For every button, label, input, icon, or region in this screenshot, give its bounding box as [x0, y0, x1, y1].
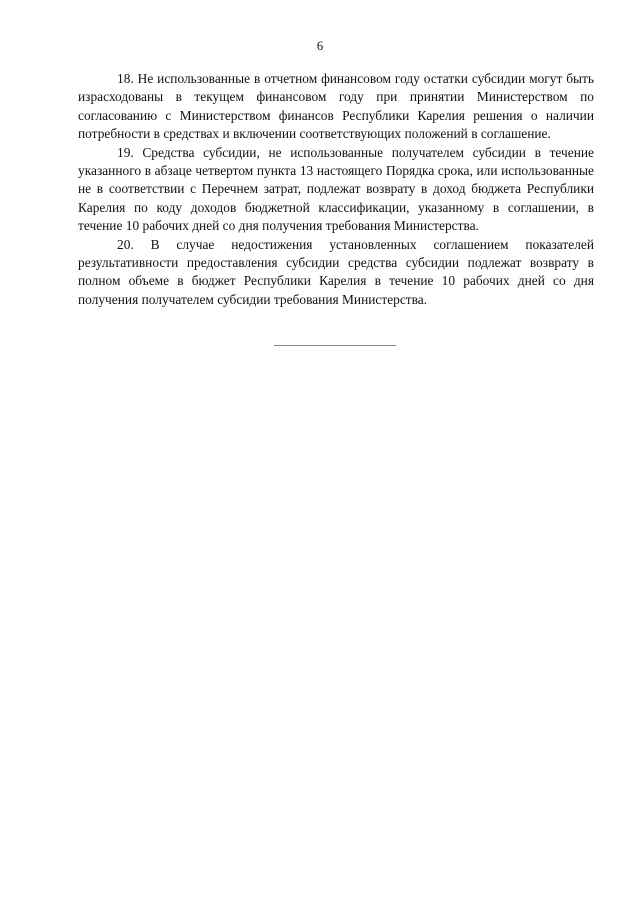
page-number: 6: [316, 39, 324, 53]
paragraph-18: 18. Не использованные в отчетном финансовом году остатки субсидии могут быть израсходованы в текущем финансовом году при принятии Министерством по согласованию с Министерством финансов Республики Карелия решения о наличии потребности в средствах и включении соответствующих положений в соглашение.: [78, 71, 594, 142]
document-body: [78, 70, 594, 309]
end-divider: [274, 345, 396, 346]
paragraph-20: 20. В случае недостижения установленных соглашением показателей результативности предоставления субсидии средства субсидии подлежат возврату в полном объеме в бюджет Республики Карелия в течение 10 рабочих дней со дня получения получателем субсидии требования Министерства.: [78, 236, 594, 307]
paragraph-19: 19. Средства субсидии, не использованные получателем субсидии в течение указанного в абзаце четвертом пункта 13 настоящего Порядка срока, или использованные не в соответствии с Перечнем затрат, подлежат возврату в доход бюджета Республики Карелия по коду доходов бюджетной классификации, указанному в соглашении, в течение 10 рабочих дней со дня получения требования Министерства.: [78, 144, 594, 234]
